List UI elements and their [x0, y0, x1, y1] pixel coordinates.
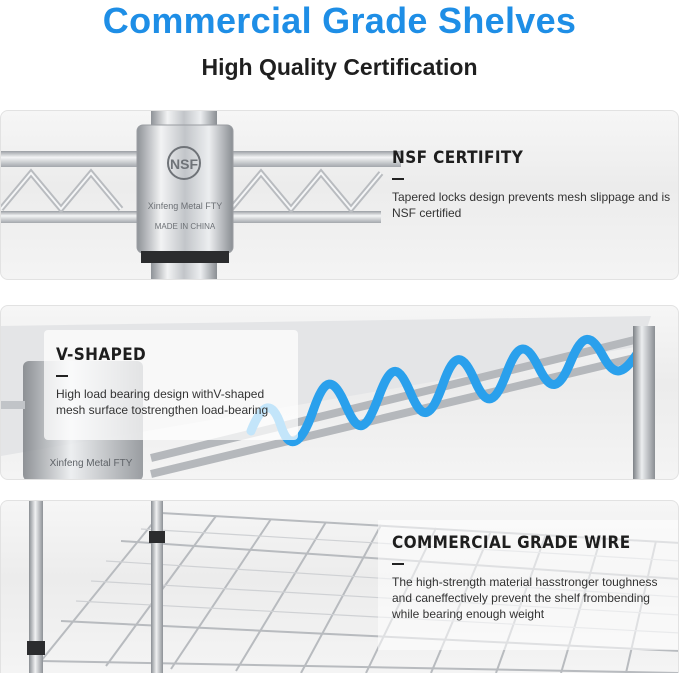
v-shaped-text-block — [56, 345, 296, 418]
truss-wire — [1, 173, 121, 209]
sleeve-engraving-2: MADE IN CHINA — [154, 222, 216, 231]
nsf-heading: NSF CERTIFITY — [392, 148, 524, 168]
heading-divider — [392, 563, 404, 565]
nsf-logo-text: NSF — [170, 156, 198, 172]
nsf-text-block — [392, 148, 672, 221]
sleeve-collar — [137, 125, 233, 253]
post — [151, 501, 163, 673]
post — [633, 326, 655, 480]
commercial-wire-text-block — [392, 533, 676, 622]
page-title: Commercial Grade Shelves — [102, 0, 577, 41]
sleeve-engraving-1: Xinfeng Metal FTY — [49, 458, 133, 469]
commercial-wire-description: The high-strength material hasstronger toughness and caneffectively prevent the shelf frombending while bearing enough weight — [392, 575, 658, 621]
page-subtitle: High Quality Certification — [201, 54, 478, 80]
heading-divider — [392, 178, 404, 180]
post-clip — [27, 641, 45, 655]
v-shaped-heading: V-SHAPED — [56, 345, 147, 365]
sleeve-engraving-1: Xinfeng Metal FTY — [147, 201, 223, 211]
nsf-description: Tapered locks design prevents mesh slippage and is NSF certified — [392, 190, 671, 220]
v-shaped-description: High load bearing design withV-shaped mesh surface tostrengthen load-bearing — [56, 387, 269, 417]
side-rail — [1, 401, 25, 409]
sleeve-rubber-ring — [141, 251, 229, 263]
post-clip — [149, 531, 165, 543]
commercial-wire-heading: COMMERCIAL GRADE WIRE — [392, 533, 631, 553]
heading-divider — [56, 375, 68, 377]
